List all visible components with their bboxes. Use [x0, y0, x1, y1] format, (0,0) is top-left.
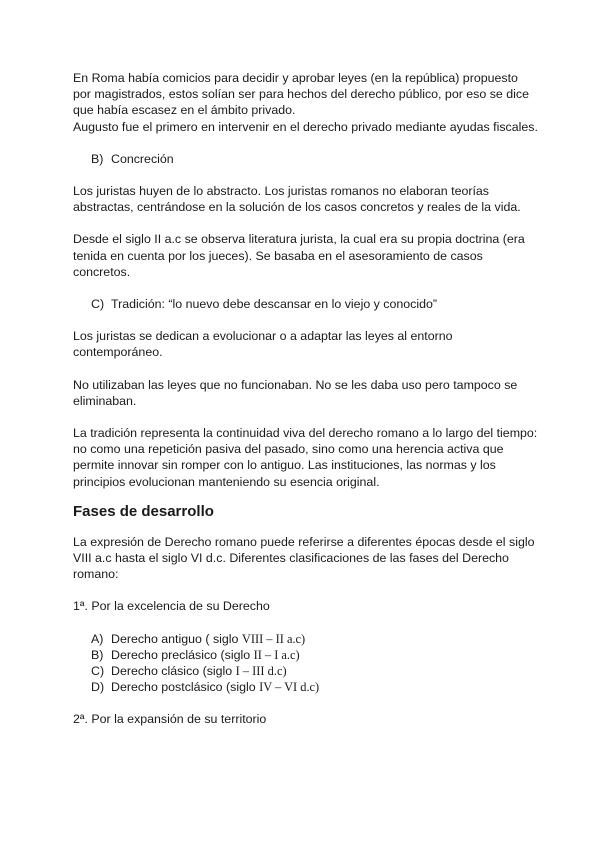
- classification-2: 2ª. Por la expansión de su territorio: [73, 712, 267, 727]
- subsection-c: [73, 296, 543, 312]
- subsection-title: Concreción: [111, 151, 174, 166]
- paragraph-comicios: En Roma había comicios para decidir y aprobar leyes (en la república) propuesto por magistrados, estos solían ser para hechos del derecho público, por eso se dice que había escasez en el ámbito privado. Augusto fue el primero en intervenir en el derecho privado mediante ayudas fiscales.: [73, 71, 538, 134]
- paragraph-literatura: Desde el siglo II a.c se observa literatura jurista, la cual era su propia doctrina (era tenida en cuenta por los jueces). Se basaba en el asesoramiento de casos concretos.: [73, 232, 525, 279]
- subsection-title: Tradición: “lo nuevo debe descansar en lo viejo y conocido”: [111, 297, 438, 312]
- list-item: C) Derecho clásico (siglo I – III d.c): [91, 664, 287, 679]
- list-marker: C): [91, 664, 105, 679]
- paragraph-evolucionar: Los juristas se dedican a evolucionar o a adaptar las leyes al entorno contemporáneo.: [73, 329, 453, 360]
- paragraph-juristas: Los juristas huyen de lo abstracto. Los juristas romanos no elaboran teorías abstractas, centrándose en la solución de los casos concretos y reales de la vida.: [73, 184, 521, 215]
- phases-list: [73, 631, 543, 696]
- document-body: [73, 70, 543, 728]
- paragraph-leyes: No utilizaban las leyes que no funcionaban. No se les daba uso pero tampoco se eliminaban.: [73, 377, 518, 408]
- classification-1: 1ª. Por la excelencia de su Derecho: [73, 599, 270, 614]
- list-marker: C): [91, 297, 105, 312]
- list-marker: D): [91, 680, 105, 695]
- list-marker: A): [91, 631, 104, 646]
- list-marker: B): [91, 151, 104, 166]
- paragraph-expresion: La expresión de Derecho romano puede referirse a diferentes épocas desde el siglo VIII a.c hasta el siglo VI d.c. Diferentes clasificaciones de las fases del Derecho romano:: [73, 534, 535, 582]
- list-item: D) Derecho postclásico (siglo IV – VI d.c): [91, 680, 320, 695]
- list-item: B) Derecho preclásico (siglo II – I a.c): [91, 647, 300, 662]
- paragraph-tradicion: La tradición representa la continuidad viva del derecho romano a lo largo del tiempo: no como una repetición pasiva del pasado, sino como una herencia activa que permite innovar sin romper con lo antiguo. Las instituciones, las normas y los principios evolucionan manteniendo su esencia original.: [73, 426, 538, 489]
- list-item: A) Derecho antiguo ( siglo VIII – II a.c): [91, 631, 306, 646]
- subsection-b: [73, 151, 543, 167]
- list-marker: B): [91, 647, 104, 662]
- section-heading: Fases de desarrollo: [73, 502, 214, 520]
